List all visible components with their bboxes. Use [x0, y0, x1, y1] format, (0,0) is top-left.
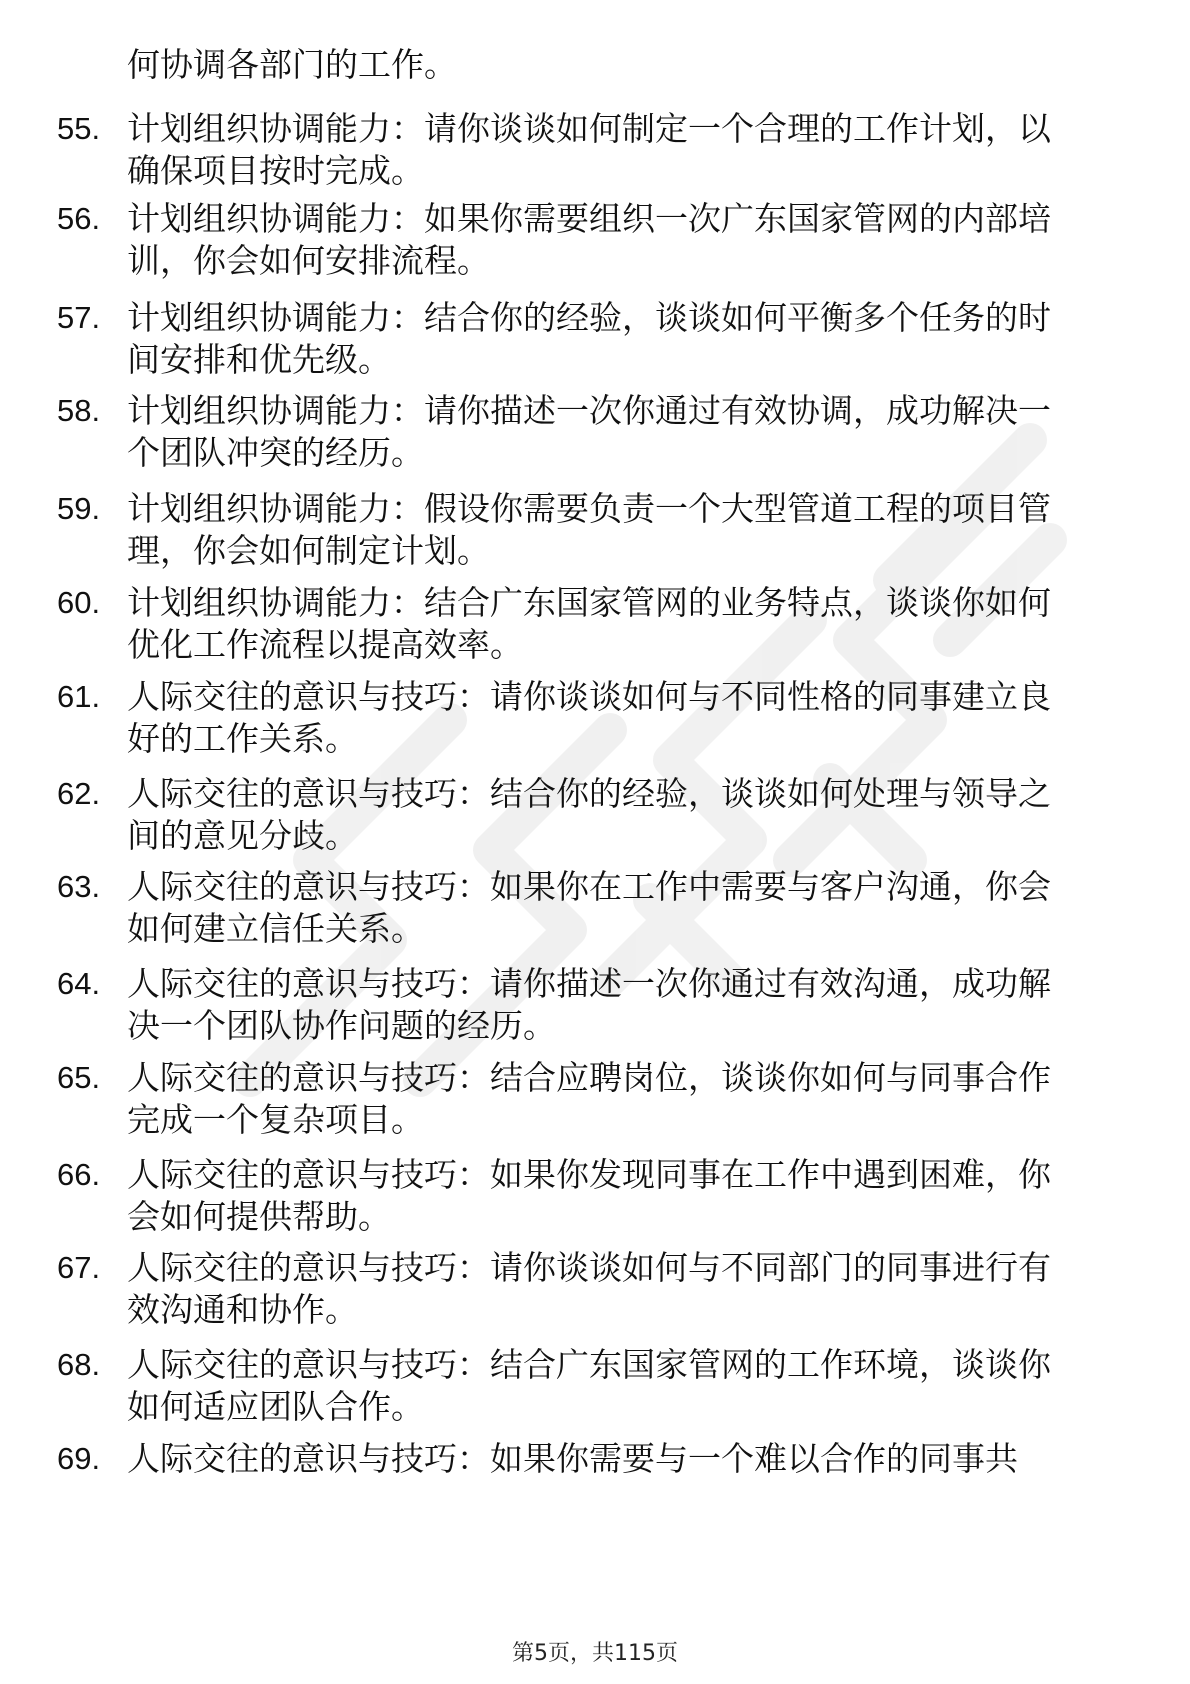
question-text-line1: 人际交往的意识与技巧：请你谈谈如何与不同部门的同事进行有 — [127, 1248, 1051, 1287]
list-item — [0, 866, 1190, 950]
question-number: 68. — [57, 1347, 101, 1382]
question-text-line1: 计划组织协调能力：结合你的经验，谈谈如何平衡多个任务的时 — [127, 298, 1051, 337]
question-number: 58. — [57, 393, 101, 428]
question-text-line2: 个团队冲突的经历。 — [127, 433, 424, 472]
list-item — [0, 1344, 1190, 1428]
question-text-line2: 效沟通和协作。 — [127, 1290, 358, 1329]
question-text-line1: 计划组织协调能力：请你描述一次你通过有效协调，成功解决一 — [127, 391, 1051, 430]
question-text-line1: 人际交往的意识与技巧：请你描述一次你通过有效沟通，成功解 — [127, 964, 1051, 1003]
question-number: 57. — [57, 300, 101, 335]
list-item — [0, 297, 1190, 381]
question-text-line1: 人际交往的意识与技巧：如果你需要与一个难以合作的同事共 — [127, 1439, 1018, 1478]
list-item — [0, 773, 1190, 857]
page-number-footer: 第5页，共115页 — [512, 1641, 678, 1666]
question-number: 61. — [57, 679, 101, 714]
question-text-line2: 如何建立信任关系。 — [127, 909, 424, 948]
list-item — [0, 582, 1190, 666]
question-text-line1: 计划组织协调能力：如果你需要组织一次广东国家管网的内部培 — [127, 199, 1051, 238]
question-text-line2: 如何适应团队合作。 — [127, 1387, 424, 1426]
list-item — [0, 963, 1190, 1047]
list-item — [0, 108, 1190, 192]
question-text-line2: 训，你会如何安排流程。 — [127, 241, 490, 280]
question-number: 66. — [57, 1157, 101, 1192]
question-text-line1: 人际交往的意识与技巧：请你谈谈如何与不同性格的同事建立良 — [127, 677, 1051, 716]
question-text-line1: 计划组织协调能力：假设你需要负责一个大型管道工程的项目管 — [127, 489, 1051, 528]
question-text-line1: 人际交往的意识与技巧：结合你的经验，谈谈如何处理与领导之 — [127, 774, 1051, 813]
question-text-line1: 计划组织协调能力：结合广东国家管网的业务特点，谈谈你如何 — [127, 583, 1051, 622]
question-text-line2: 间的意见分歧。 — [127, 816, 358, 855]
list-item — [0, 1154, 1190, 1238]
question-number: 67. — [57, 1250, 101, 1285]
question-text-line2: 完成一个复杂项目。 — [127, 1100, 424, 1139]
question-number: 63. — [57, 869, 101, 904]
list-item — [0, 676, 1190, 760]
question-text-line2: 优化工作流程以提高效率。 — [127, 625, 523, 664]
question-text-line2: 确保项目按时完成。 — [127, 151, 424, 190]
list-item — [0, 1438, 1190, 1522]
question-number: 65. — [57, 1060, 101, 1095]
question-text-line1: 人际交往的意识与技巧：如果你发现同事在工作中遇到困难，你 — [127, 1155, 1051, 1194]
question-text-line1: 计划组织协调能力：请你谈谈如何制定一个合理的工作计划，以 — [127, 109, 1051, 148]
question-number: 59. — [57, 491, 101, 526]
question-text-line1: 人际交往的意识与技巧：结合应聘岗位，谈谈你如何与同事合作 — [127, 1058, 1051, 1097]
question-number: 69. — [57, 1441, 101, 1476]
question-text-line2: 好的工作关系。 — [127, 719, 358, 758]
question-text-line2: 决一个团队协作问题的经历。 — [127, 1006, 556, 1045]
question-text-line2: 理，你会如何制定计划。 — [127, 531, 490, 570]
list-item — [0, 488, 1190, 572]
list-item — [0, 1247, 1190, 1331]
question-text-line2: 会如何提供帮助。 — [127, 1197, 391, 1236]
question-text-line1: 人际交往的意识与技巧：如果你在工作中需要与客户沟通，你会 — [127, 867, 1051, 906]
question-number: 56. — [57, 201, 101, 236]
list-item — [0, 1057, 1190, 1141]
question-text-line1: 人际交往的意识与技巧：结合广东国家管网的工作环境，谈谈你 — [127, 1345, 1051, 1384]
question-number: 60. — [57, 585, 101, 620]
continuation-text: 何协调各部门的工作。 — [127, 45, 457, 84]
list-item — [0, 390, 1190, 474]
list-item — [0, 198, 1190, 282]
question-text-line2: 间安排和优先级。 — [127, 340, 391, 379]
question-number: 62. — [57, 776, 101, 811]
question-number: 55. — [57, 111, 101, 146]
question-number: 64. — [57, 966, 101, 1001]
